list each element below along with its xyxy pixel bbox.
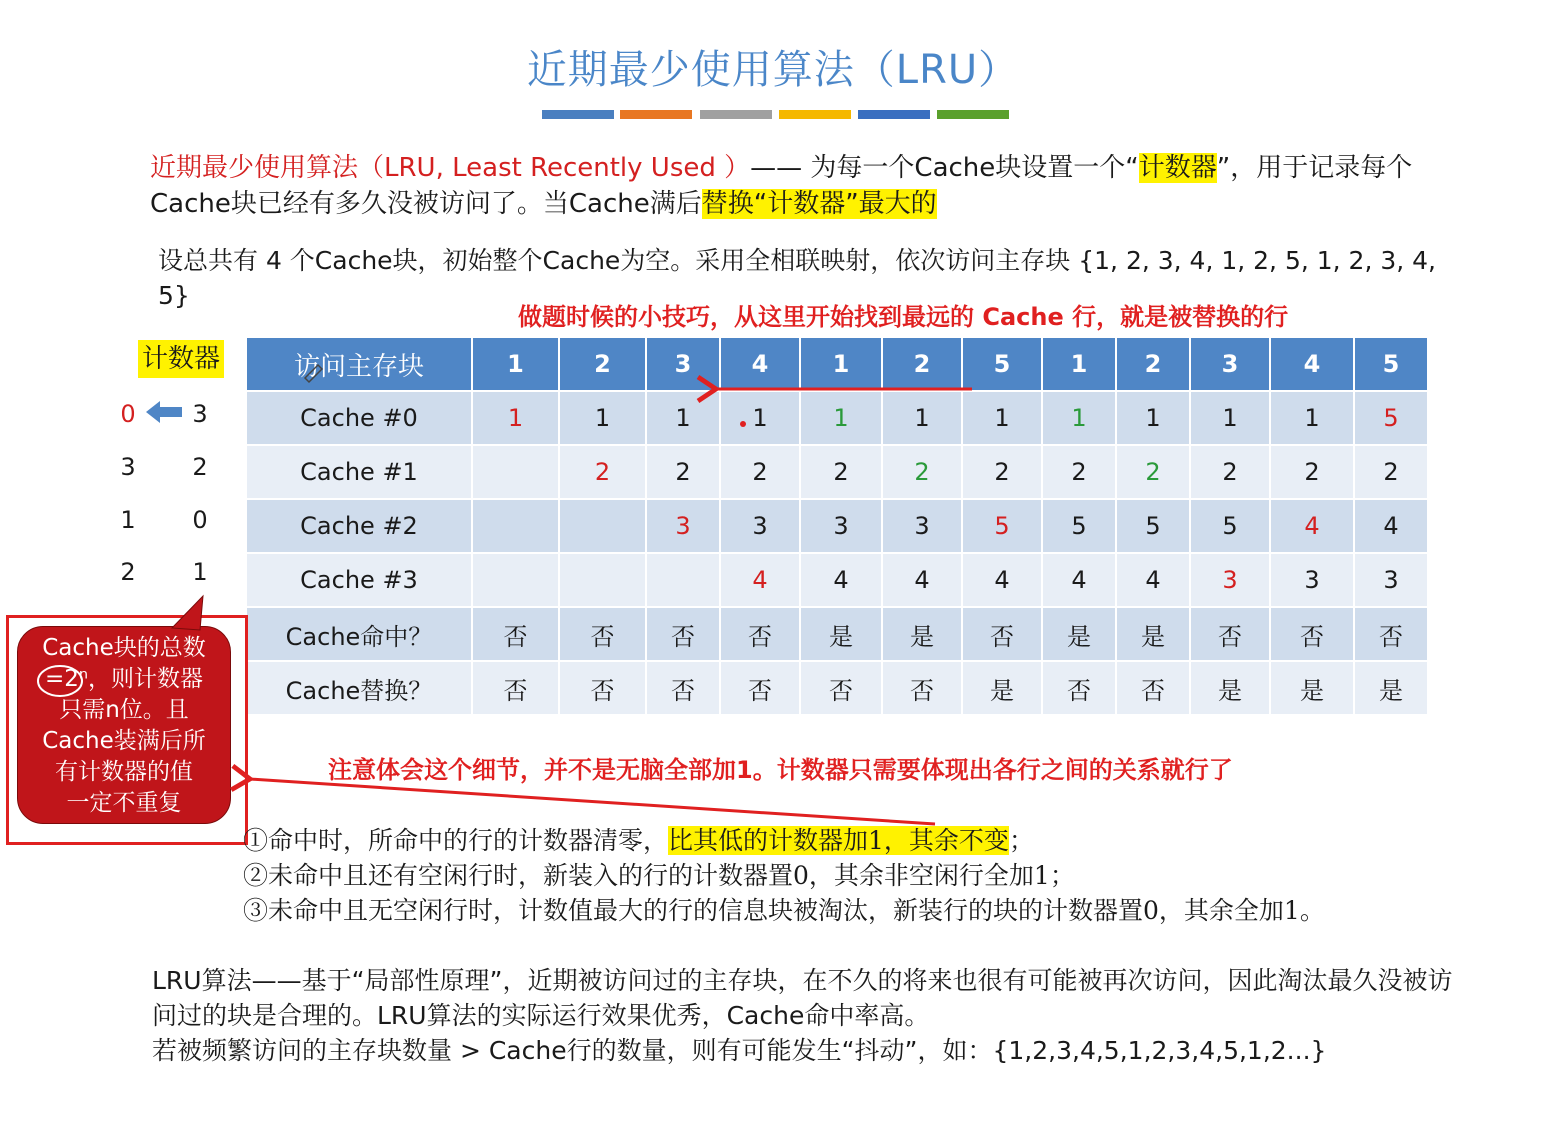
table-cell: 是 (962, 661, 1042, 715)
table-cell: 2 (559, 445, 646, 499)
table-cell: 否 (720, 661, 800, 715)
rule-3: ③未命中且无空闲行时，计数值最大的行的信息块被淘汰，新装行的块的计数器置0，其余全加1。 (243, 896, 1325, 925)
table-cell: 1 (882, 391, 962, 445)
annotation-dot (740, 421, 746, 427)
table-cell: 1 (962, 391, 1042, 445)
callout-pointer (172, 596, 203, 630)
callout-line: Cache装满后所 (42, 728, 206, 754)
row-label: Cache替换？ (246, 661, 472, 715)
table-cell: 否 (646, 607, 720, 661)
arrow-left-icon (146, 401, 182, 423)
table-cell: 5 (1042, 499, 1116, 553)
counter-right-2: 0 (192, 506, 208, 534)
table-cell: 3 (1354, 553, 1428, 607)
table-cell: 否 (1042, 661, 1116, 715)
table-cell: 4 (1042, 553, 1116, 607)
table-cell: 否 (646, 661, 720, 715)
table-cell: 否 (962, 607, 1042, 661)
access-col-8: 1 (1042, 337, 1116, 391)
table-cell: 1 (559, 391, 646, 445)
table-cell: 否 (1190, 607, 1270, 661)
table-cell: 是 (1042, 607, 1116, 661)
rule-1-highlight: 比其低的计数器加1，其余不变 (668, 826, 1009, 855)
detail-note: 注意体会这个细节，并不是无脑全部加1。计数器只需要体现出各行之间的关系就行了 (328, 756, 1233, 784)
table-cell: 4 (1270, 499, 1354, 553)
algorithm-name: 近期最少使用算法（LRU, Least Recently Used ） (150, 153, 751, 183)
table-cell: 2 (1116, 445, 1190, 499)
table-cell: 3 (720, 499, 800, 553)
counter-right-3: 1 (192, 558, 208, 586)
summary-paragraph: LRU算法——基于“局部性原理”，近期被访问过的主存块，在不久的将来也很有可能被再次访问，因此淘汰最久没被访问过的块是合理的。LRU算法的实际运行效果优秀，Cache命中率高。 (152, 966, 1453, 1030)
table-cell: 1 (1116, 391, 1190, 445)
table-cell: 4 (1354, 499, 1428, 553)
table-cell: 1 (1042, 391, 1116, 445)
table-cell: 否 (1354, 607, 1428, 661)
table-cell: 1 (720, 391, 800, 445)
table-cell: 4 (882, 553, 962, 607)
table-cell: 5 (1116, 499, 1190, 553)
table-cell: 是 (800, 607, 882, 661)
table-cell: 2 (882, 445, 962, 499)
table-cell: 3 (882, 499, 962, 553)
access-col-9: 2 (1116, 337, 1190, 391)
table-cell: 否 (800, 661, 882, 715)
table-cell: 2 (962, 445, 1042, 499)
access-col-11: 4 (1270, 337, 1354, 391)
access-col-4: 4 (720, 337, 800, 391)
counter-right-0: 3 (192, 400, 208, 428)
table-cell: 4 (1116, 553, 1190, 607)
table-cell: 3 (1270, 553, 1354, 607)
table-cell: 否 (559, 661, 646, 715)
table-cell: 3 (1190, 553, 1270, 607)
intro-text-2: ”，用于记录每个Cache块已经有多久没被访问了。当Cache满后 (150, 153, 1413, 219)
access-col-1: 1 (472, 337, 559, 391)
table-cell: 2 (646, 445, 720, 499)
counter-left-3: 2 (120, 558, 136, 586)
highlight-counter: 计数器 (1138, 153, 1217, 183)
pen-cursor-icon (305, 365, 322, 382)
row-label: Cache #0 (246, 391, 472, 445)
thrashing-note: 若被频繁访问的主存块数量 > Cache行的数量，则有可能发生“抖动”，如：{1,2,3,4,5,1,2,3,4,5,1,2...} (152, 1036, 1327, 1065)
table-cell: 2 (720, 445, 800, 499)
counter-left-1: 3 (120, 453, 136, 481)
tip-annotation: 做题时候的小技巧，从这里开始找到最远的 Cache 行，就是被替换的行 (518, 303, 1289, 331)
table-cell: 1 (1190, 391, 1270, 445)
row-label: Cache命中？ (246, 607, 472, 661)
access-col-7: 5 (962, 337, 1042, 391)
table-cell: 1 (1270, 391, 1354, 445)
access-col-3: 3 (646, 337, 720, 391)
callout-line: 有计数器的值 (55, 759, 193, 785)
counter-left-0: 0 (120, 400, 136, 428)
intro-dash: —— (750, 153, 811, 183)
table-cell: 否 (882, 661, 962, 715)
table-cell: 2 (1042, 445, 1116, 499)
table-cell: 5 (962, 499, 1042, 553)
row-label: Cache #1 (246, 445, 472, 499)
table-cell: 是 (1354, 661, 1428, 715)
rule-2: ②未命中且还有空闲行时，新装入的行的计数器置0，其余非空闲行全加1； (243, 861, 1075, 890)
counter-left-2: 1 (120, 506, 136, 534)
access-header-label: 访问主存块 (246, 337, 472, 391)
table-cell: 1 (472, 391, 559, 445)
counter-right-1: 2 (192, 453, 208, 481)
table-cell: 4 (720, 553, 800, 607)
page-title: 近期最少使用算法（LRU） (526, 47, 1020, 93)
callout-line: Cache块的总数 (42, 635, 206, 661)
table-cell: 5 (1354, 391, 1428, 445)
table-cell: 5 (1190, 499, 1270, 553)
table-cell: 是 (882, 607, 962, 661)
table-cell: 否 (472, 607, 559, 661)
table-cell: 2 (800, 445, 882, 499)
table-cell: 4 (800, 553, 882, 607)
callout-highlight-circle (38, 666, 82, 696)
table-cell: 否 (1270, 607, 1354, 661)
rule-1-text: ①命中时，所命中的行的计数器清零， (243, 826, 669, 855)
highlight-replace: 替换“计数器”最大的 (701, 189, 937, 219)
access-col-10: 3 (1190, 337, 1270, 391)
access-col-6: 2 (882, 337, 962, 391)
rule-1-end: ； (1008, 826, 1034, 855)
table-cell: 2 (1190, 445, 1270, 499)
row-label: Cache #2 (246, 499, 472, 553)
table-cell: 2 (1270, 445, 1354, 499)
table-cell: 4 (962, 553, 1042, 607)
table-cell: 否 (720, 607, 800, 661)
table-cell: 是 (1116, 607, 1190, 661)
callout-line: 一定不重复 (66, 790, 182, 816)
table-cell: 否 (472, 661, 559, 715)
table-cell: 是 (1270, 661, 1354, 715)
intro-text-1: 为每一个Cache块设置一个“ (810, 153, 1139, 183)
table-cell: 2 (1354, 445, 1428, 499)
detail-arrow (250, 779, 935, 824)
table-cell: 1 (800, 391, 882, 445)
counter-label: 计数器 (138, 340, 224, 378)
table-cell: 3 (800, 499, 882, 553)
callout-line: =2ⁿ，则计数器 (44, 666, 204, 692)
row-label: Cache #3 (246, 553, 472, 607)
access-col-5: 1 (800, 337, 882, 391)
table-cell: 否 (559, 607, 646, 661)
access-col-12: 5 (1354, 337, 1428, 391)
table-cell: 1 (646, 391, 720, 445)
problem-statement: 设总共有 4 个Cache块，初始整个Cache为空。采用全相联映射，依次访问主存块 {1, 2, 3, 4, 1, 2, 5, 1, 2, 3, 4, 5} (158, 246, 1436, 310)
table-cell: 是 (1190, 661, 1270, 715)
callout-line: 只需n位。且 (59, 697, 189, 723)
table-cell: 否 (1116, 661, 1190, 715)
access-col-2: 2 (559, 337, 646, 391)
table-cell: 3 (646, 499, 720, 553)
